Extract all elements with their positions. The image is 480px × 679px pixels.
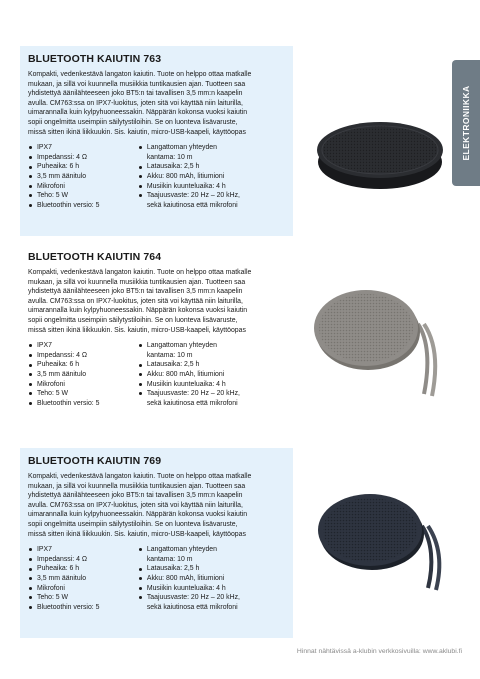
spec-column-left xyxy=(28,143,138,210)
spec-column-right xyxy=(138,143,285,210)
product-card-769 xyxy=(20,448,293,638)
spec-item: Teho: 5 W xyxy=(28,191,138,201)
spec-item: Akku: 800 mAh, litiumioni xyxy=(138,574,285,584)
spec-item: 3,5 mm äänitulo xyxy=(28,172,138,182)
spec-column-left xyxy=(28,545,138,612)
spec-item: Impedanssi: 4 Ω xyxy=(28,351,138,361)
spec-item: Musiikin kuunteluaika: 4 h xyxy=(138,182,285,192)
spec-item: IPX7 xyxy=(28,143,138,153)
category-tab-label: ELEKTRONIIKKA xyxy=(461,85,471,161)
spec-item: Taajuusvaste: 20 Hz – 20 kHz, sekä kaiutinosa että mikrofoni xyxy=(138,389,285,408)
spec-item: Akku: 800 mAh, litiumioni xyxy=(138,172,285,182)
spec-item: Musiikin kuunteluaika: 4 h xyxy=(138,584,285,594)
spec-item: Mikrofoni xyxy=(28,182,138,192)
footer-note: Hinnat nähtävissä a-klubin verkkosivuilla: www.aklubi.fi xyxy=(296,648,462,655)
speaker-763-icon xyxy=(308,98,448,198)
spec-item: Puheaika: 6 h xyxy=(28,162,138,172)
spec-item: Bluetoothin versio: 5 xyxy=(28,201,138,211)
spec-list xyxy=(28,341,285,408)
spec-item: 3,5 mm äänitulo xyxy=(28,370,138,380)
spec-column-right xyxy=(138,545,285,612)
spec-column-left xyxy=(28,341,138,408)
spec-item: 3,5 mm äänitulo xyxy=(28,574,138,584)
spec-item: Latausaika: 2,5 h xyxy=(138,360,285,370)
spec-item: Bluetoothin versio: 5 xyxy=(28,603,138,613)
spec-item: Latausaika: 2,5 h xyxy=(138,564,285,574)
spec-list xyxy=(28,143,285,210)
spec-list xyxy=(28,545,285,612)
spec-item: Akku: 800 mAh, litiumioni xyxy=(138,370,285,380)
spec-item: Teho: 5 W xyxy=(28,389,138,399)
speaker-image-763 xyxy=(308,98,448,198)
spec-item: Puheaika: 6 h xyxy=(28,360,138,370)
spec-item: Taajuusvaste: 20 Hz – 20 kHz, sekä kaiutinosa että mikrofoni xyxy=(138,593,285,612)
product-description: Kompakti, vedenkestävä langaton kaiutin. Tuote on helppo ottaa matkalle mukaan, ja sillä voi kuunnella musiikkia tuntikausien ajan. Tuotteen saa yhdistettyä äänilähteeseen joko BT5:n tai tavallisen 3,5 mm:n kaapelin avulla. CM763:ssa on IPX7-luokitus, joten sitä voi käyttää niin laiturilla, uimarannalla kuin kylpyhuoneessakin. Näppärän kokonsa vuoksi kaiutin sopii ongelmitta useimpiin säilytystiloihin. Se on luonteva lisävaruste, missä sitten ikinä liikkuukin. Sis. kaiutin, micro-USB-kaapeli, käyttöopas xyxy=(28,269,252,334)
speaker-769-icon xyxy=(312,486,462,596)
spec-item: Taajuusvaste: 20 Hz – 20 kHz, sekä kaiutinosa että mikrofoni xyxy=(138,191,285,210)
spec-item: IPX7 xyxy=(28,545,138,555)
product-title: BLUETOOTH KAIUTIN 764 xyxy=(28,251,162,263)
spec-item: Langattoman yhteyden kantama: 10 m xyxy=(138,545,285,564)
speaker-image-764 xyxy=(306,284,456,404)
spec-item: Mikrofoni xyxy=(28,380,138,390)
product-description: Kompakti, vedenkestävä langaton kaiutin. Tuote on helppo ottaa matkalle mukaan, ja sillä voi kuunnella musiikkia tuntikausien ajan. Tuotteen saa yhdistettyä äänilähteeseen joko BT5:n tai tavallisen 3,5 mm:n kaapelin avulla. CM763:ssa on IPX7-luokitus, joten sitä voi käyttää niin laiturilla, uimarannalla kuin kylpyhuoneessakin. Näppärän kokonsa vuoksi kaiutin sopii ongelmitta useimpiin säilytystiloihin. Se on luonteva lisävaruste, missä sitten ikinä liikkuukin. Sis. kaiutin, micro-USB-kaapeli, käyttöopas xyxy=(28,473,252,538)
speaker-image-769 xyxy=(312,486,462,596)
spec-item: Musiikin kuunteluaika: 4 h xyxy=(138,380,285,390)
spec-item: Puheaika: 6 h xyxy=(28,564,138,574)
spec-item: Mikrofoni xyxy=(28,584,138,594)
spec-item: Latausaika: 2,5 h xyxy=(138,162,285,172)
spec-column-right xyxy=(138,341,285,408)
product-title: BLUETOOTH KAIUTIN 763 xyxy=(28,53,162,65)
category-tab xyxy=(452,60,480,186)
spec-item: Langattoman yhteyden kantama: 10 m xyxy=(138,341,285,360)
spec-item: Impedanssi: 4 Ω xyxy=(28,555,138,565)
speaker-764-icon xyxy=(306,284,456,404)
product-card-764 xyxy=(20,244,293,436)
spec-item: IPX7 xyxy=(28,341,138,351)
spec-item: Impedanssi: 4 Ω xyxy=(28,153,138,163)
spec-item: Bluetoothin versio: 5 xyxy=(28,399,138,409)
spec-item: Teho: 5 W xyxy=(28,593,138,603)
spec-item: Langattoman yhteyden kantama: 10 m xyxy=(138,143,285,162)
product-title: BLUETOOTH KAIUTIN 769 xyxy=(28,455,162,467)
product-description: Kompakti, vedenkestävä langaton kaiutin. Tuote on helppo ottaa matkalle mukaan, ja sillä voi kuunnella musiikkia tuntikausien ajan. Tuotteen saa yhdistettyä äänilähteeseen joko BT5:n tai tavallisen 3,5 mm:n kaapelin avulla. CM763:ssa on IPX7-luokitus, joten sitä voi käyttää niin laiturilla, uimarannalla kuin kylpyhuoneessakin. Näppärän kokonsa vuoksi kaiutin sopii ongelmitta useimpiin säilytystiloihin. Se on luonteva lisävaruste, missä sitten ikinä liikkuukin. Sis. kaiutin, micro-USB-kaapeli, käyttöopas xyxy=(28,71,252,136)
product-card-763 xyxy=(20,46,293,236)
